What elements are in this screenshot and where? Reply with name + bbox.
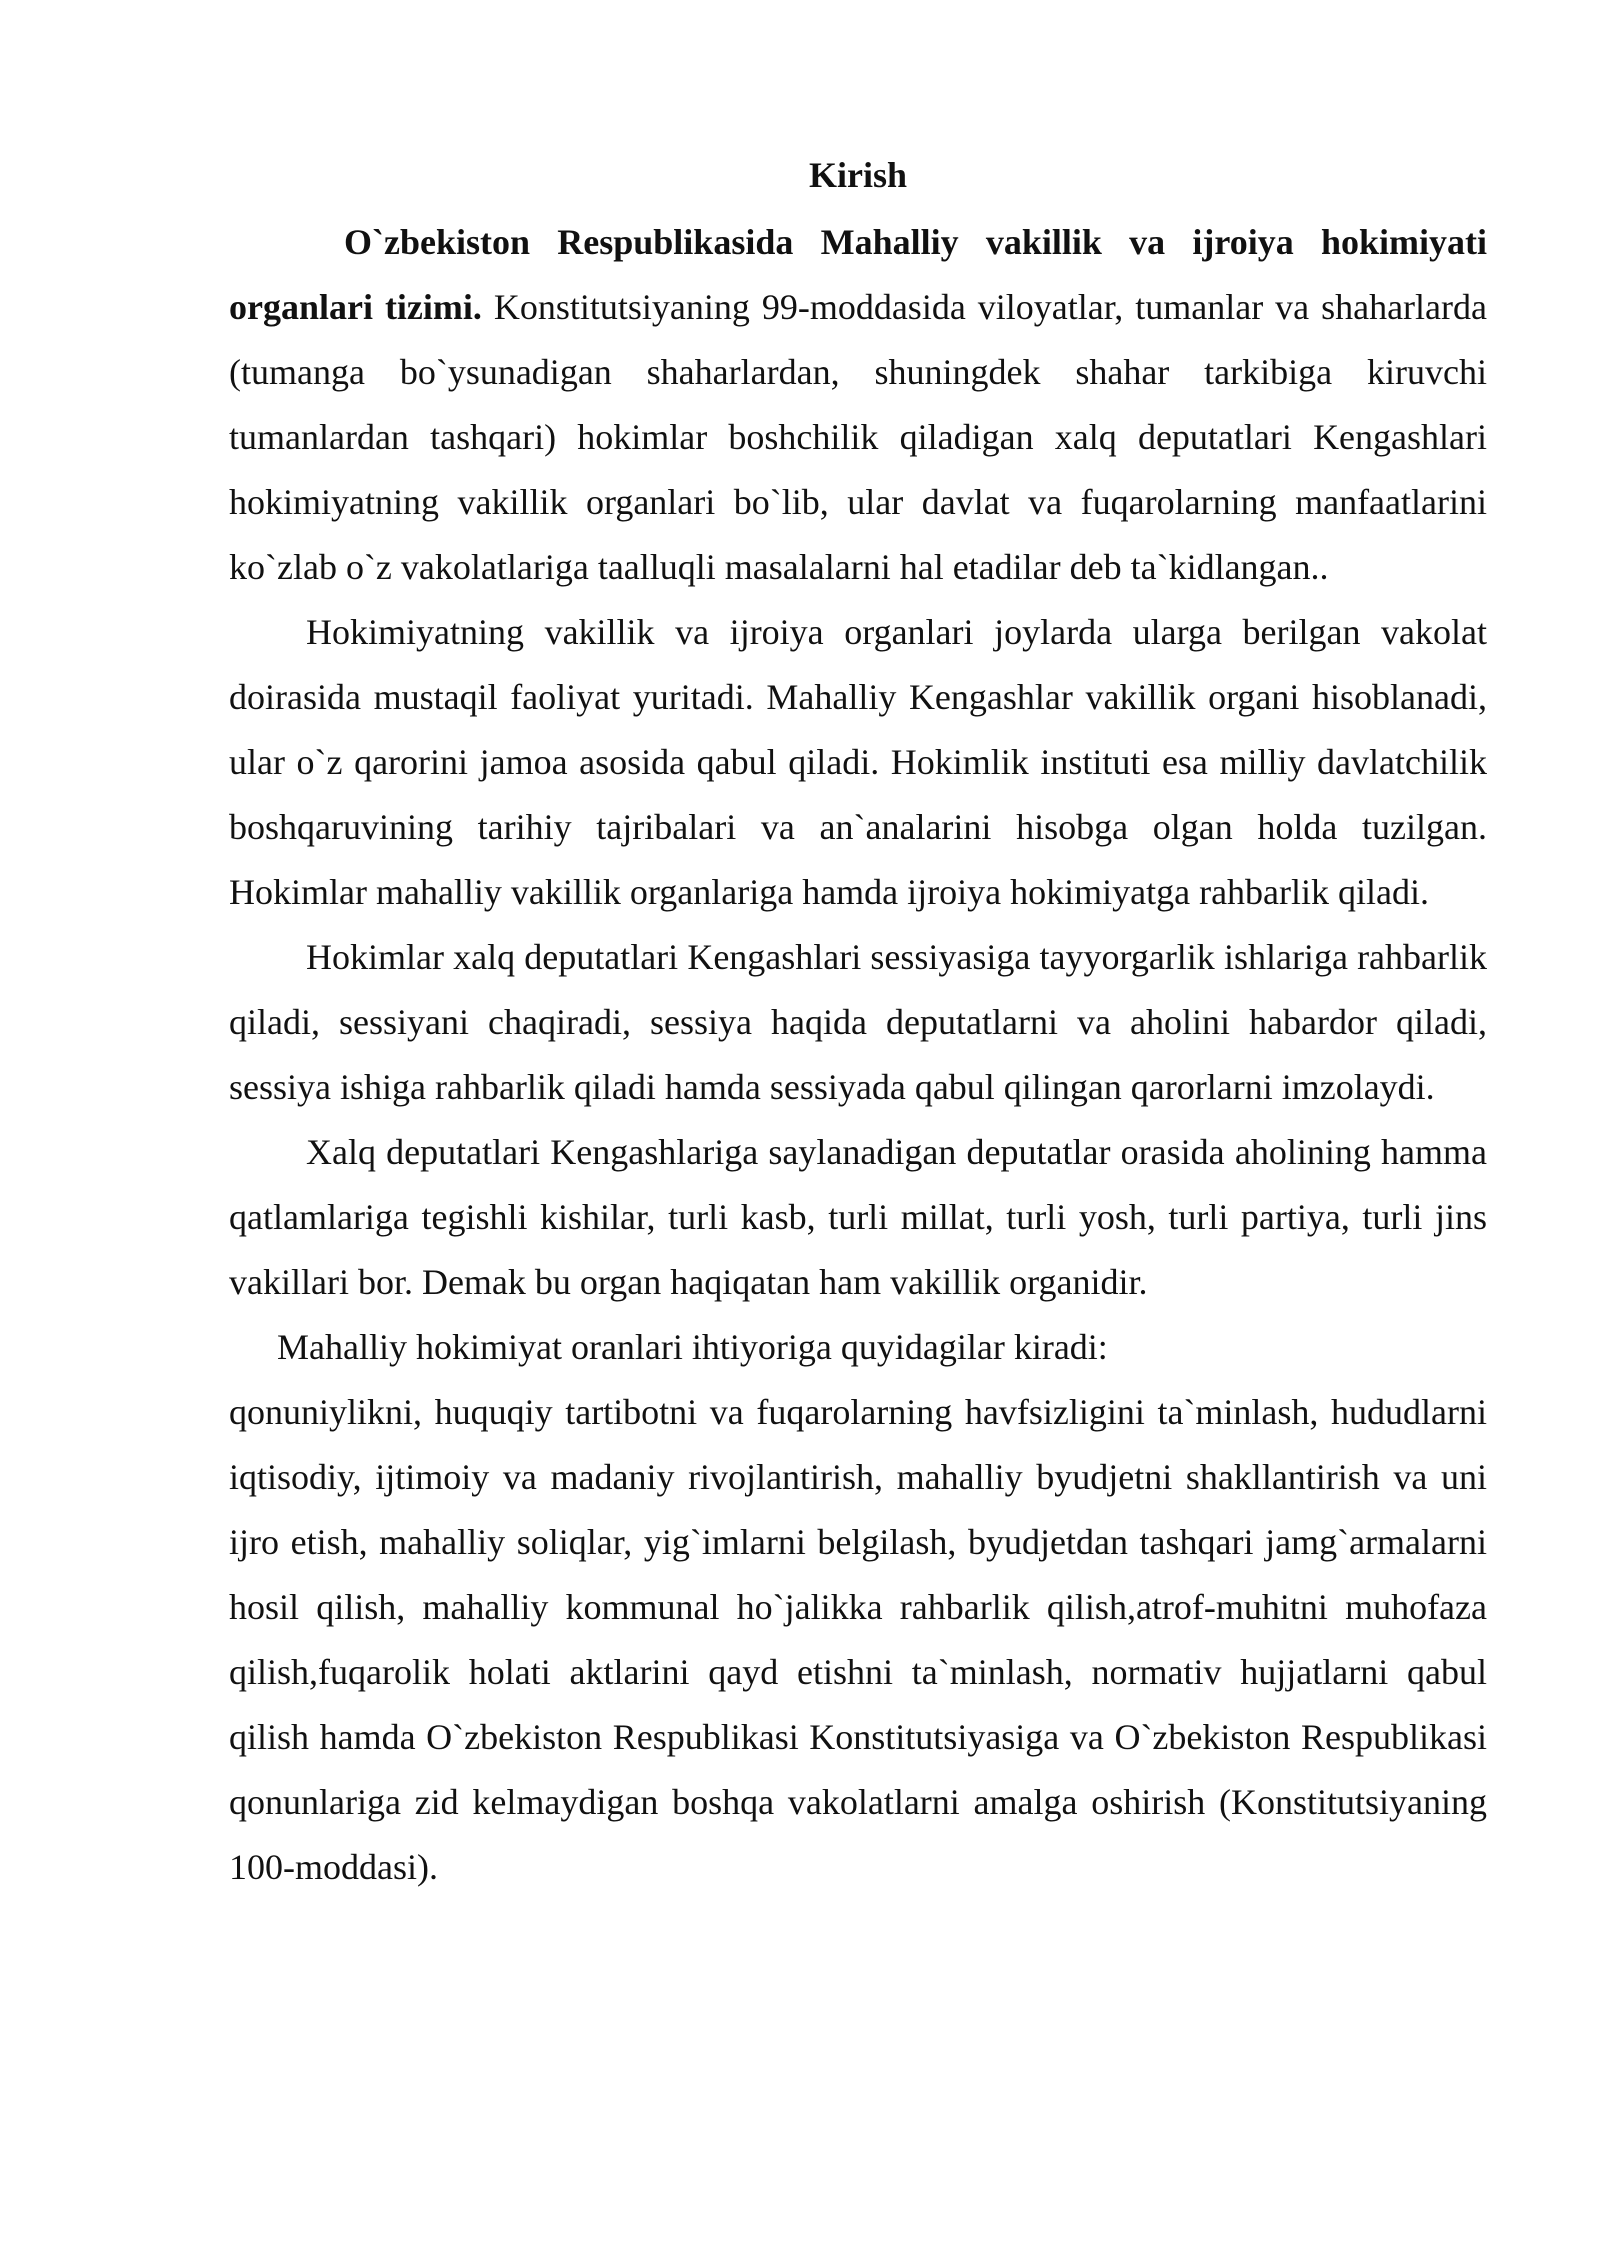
paragraph-2: Hokimiyatning vakillik va ijroiya organlari joylarda ularga berilgan vakolat doirasida mustaqil faoliyat yuritadi. Mahalliy Kengashlar vakillik organi hisoblanadi, ular o`z qarorini jamoa asosida qabul qiladi. Hokimlik instituti esa milliy davlatchilik boshqaruvining tarihiy tajribalari va an`analarini hisobga olgan holda tuzilgan. Hokimlar mahalliy vakillik organlariga hamda ijroiya hokimiyatga rahbarlik qiladi. bbox=[229, 612, 1487, 912]
paragraph-3: Hokimlar xalq deputatlari Kengashlari sessiyasiga tayyorgarlik ishlariga rahbarlik qiladi, sessiyani chaqiradi, sessiya haqida deputatlarni va aholini habardor qiladi, sessiya ishiga rahbarlik qiladi hamda sessiyada qabul qilingan qarorlarni imzolaydi. bbox=[229, 937, 1487, 1107]
paragraph-4: Xalq deputatlari Kengashlariga saylanadigan deputatlar orasida aholining hamma qatlamlariga tegishli kishilar, turli kasb, turli millat, turli yosh, turli partiya, turli jins vakillari bor. Demak bu organ haqiqatan ham vakillik organidir. bbox=[229, 1132, 1487, 1302]
page-title: Kirish bbox=[808, 155, 907, 195]
document-page bbox=[229, 145, 1487, 1900]
section-heading: O`zbekiston Respublikasida Mahalliy vakillik va ijroiya hokimiyati organlari tizimi. bbox=[229, 222, 1487, 327]
paragraph-5: Mahalliy hokimiyat oranlari ihtiyoriga quyidagilar kiradi: bbox=[277, 1327, 1108, 1367]
paragraph-1 bbox=[229, 210, 1487, 600]
paragraph-1-text: Konstitutsiyaning 99-moddasida viloyatlar, tumanlar va shaharlarda (tumanga bo`ysunadigan shaharlardan, shuningdek shahar tarkibiga kiruvchi tumanlardan tashqari) hokimlar boshchilik qiladigan xalq deputatlari Kengashlari hokimiyatning vakillik organlari bo`lib, ular davlat va fuqarolarning manfaatlarini ko`zlab o`z vakolatlariga taalluqli masalalarni hal etadilar deb ta`kidlangan.. bbox=[229, 287, 1487, 587]
paragraph-6: qonuniylikni, huquqiy tartibotni va fuqarolarning havfsizligini ta`minlash, hududlarni iqtisodiy, ijtimoiy va madaniy rivojlantirish, mahalliy byudjetni shakllantirish va uni ijro etish, mahalliy soliqlar, yig`imlarni belgilash, byudjetdan tashqari jamg`armalarni hosil qilish, mahalliy kommunal ho`jalikka rahbarlik qilish,atrof-muhitni muhofaza qilish,fuqarolik holati aktlarini qayd etishni ta`minlash, normativ hujjatlarni qabul qilish hamda O`zbekiston Respublikasi Konstitutsiyasiga va O`zbekiston Respublikasi qonunlariga zid kelmaydigan boshqa vakolatlarni amalga oshirish (Konstitutsiyaning 100-moddasi). bbox=[229, 1392, 1487, 1887]
